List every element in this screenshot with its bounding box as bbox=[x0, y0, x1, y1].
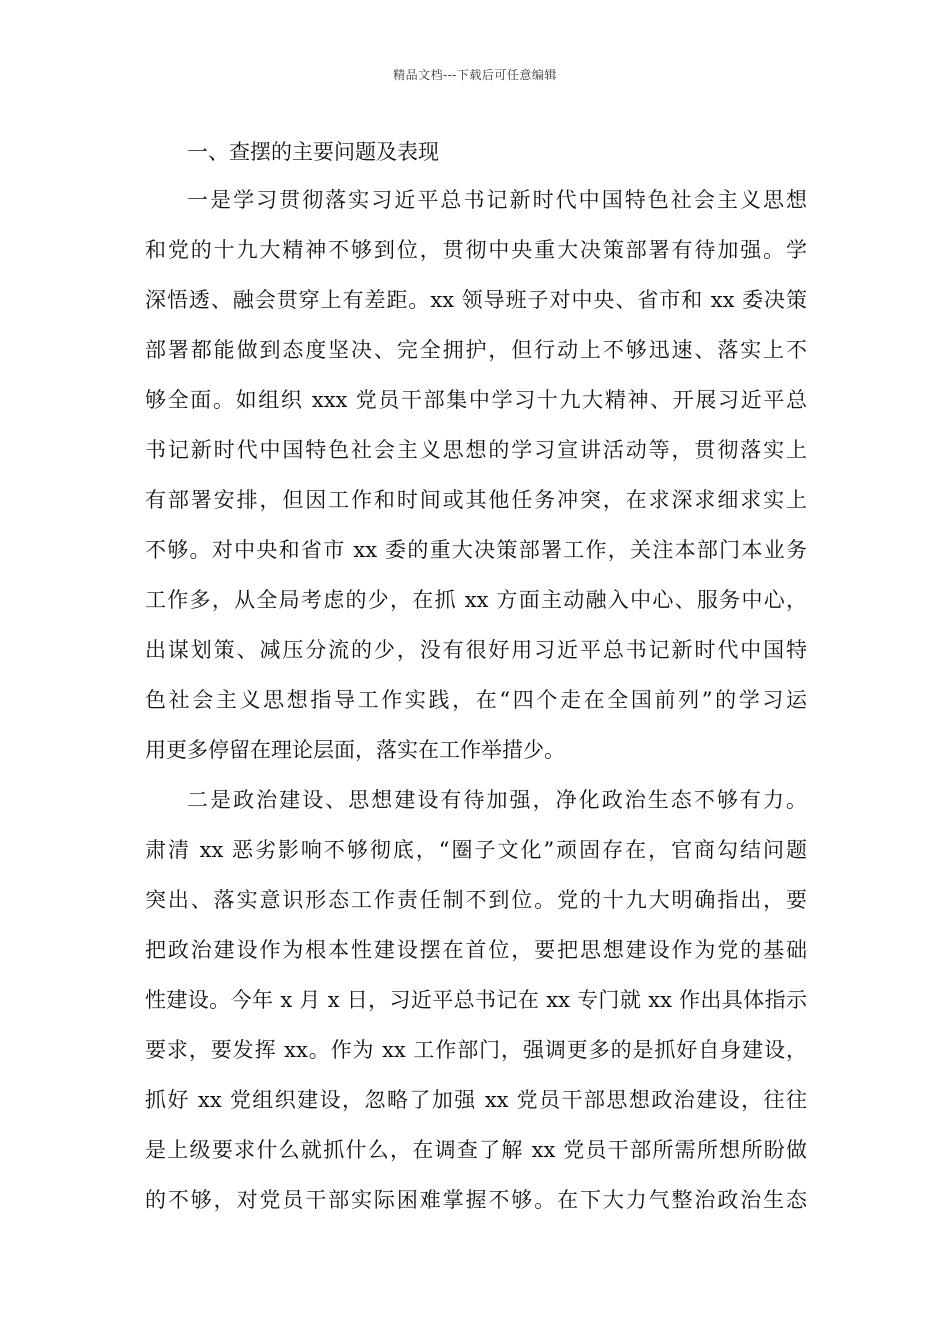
text-line: 出谋划策、减压分流的少，没有很好用习近平总书记新时代中国特 bbox=[145, 638, 807, 662]
section-heading: 一、查摆的主要问题及表现 bbox=[187, 140, 439, 164]
text-line: 抓好 xx 党组织建设，忽略了加强 xx 党员干部思想政治建设，往往 bbox=[145, 1088, 807, 1112]
text-line: 不够。对中央和省市 xx 委的重大决策部署工作，关注本部门本业务 bbox=[145, 538, 807, 562]
text-line: 性建设。今年 x 月 x 日，习近平总书记在 xx 专门就 xx 作出具体指示 bbox=[145, 988, 807, 1012]
text-line: 是上级要求什么就抓什么，在调查了解 xx 党员干部所需所想所盼做 bbox=[145, 1138, 807, 1162]
text-line: 工作多，从全局考虑的少，在抓 xx 方面主动融入中心、服务中心， bbox=[145, 588, 807, 612]
text-line: 肃清 xx 恶劣影响不够彻底，“圈子文化”顽固存在，官商勾结问题 bbox=[145, 838, 807, 862]
paragraph-1 bbox=[145, 175, 807, 775]
text-line: 把政治建设作为根本性建设摆在首位，要把思想建设作为党的基础 bbox=[145, 938, 807, 962]
text-line: 和党的十九大精神不够到位，贯彻中央重大决策部署有待加强。学 bbox=[145, 238, 807, 262]
text-line: 的不够，对党员干部实际困难掌握不够。在下大力气整治政治生态 bbox=[145, 1188, 807, 1212]
text-line: 书记新时代中国特色社会主义思想的学习宣讲活动等，贯彻落实上 bbox=[145, 438, 807, 462]
text-line: 一是学习贯彻落实习近平总书记新时代中国特色社会主义思想 bbox=[187, 188, 807, 212]
text-line: 用更多停留在理论层面，落实在工作举措少。 bbox=[145, 738, 565, 762]
paragraph-2 bbox=[145, 775, 807, 1225]
text-line: 深悟透、融会贯穿上有差距。xx 领导班子对中央、省市和 xx 委决策 bbox=[145, 288, 807, 312]
text-line: 够全面。如组织 xxx 党员干部集中学习十九大精神、开展习近平总 bbox=[145, 388, 807, 412]
document-body bbox=[145, 130, 807, 1225]
text-line: 二是政治建设、思想建设有待加强，净化政治生态不够有力。 bbox=[187, 788, 807, 812]
text-line: 要求，要发挥 xx。作为 xx 工作部门，强调更多的是抓好自身建设， bbox=[145, 1038, 807, 1062]
text-line: 部署都能做到态度坚决、完全拥护，但行动上不够迅速、落实上不 bbox=[145, 338, 807, 362]
text-line: 突出、落实意识形态工作责任制不到位。党的十九大明确指出，要 bbox=[145, 888, 807, 912]
page-header: 精品文档---下载后可任意编辑 bbox=[393, 68, 557, 82]
text-line: 有部署安排，但因工作和时间或其他任务冲突，在求深求细求实上 bbox=[145, 488, 807, 512]
text-line: 色社会主义思想指导工作实践，在“四个走在全国前列”的学习运 bbox=[145, 688, 807, 712]
